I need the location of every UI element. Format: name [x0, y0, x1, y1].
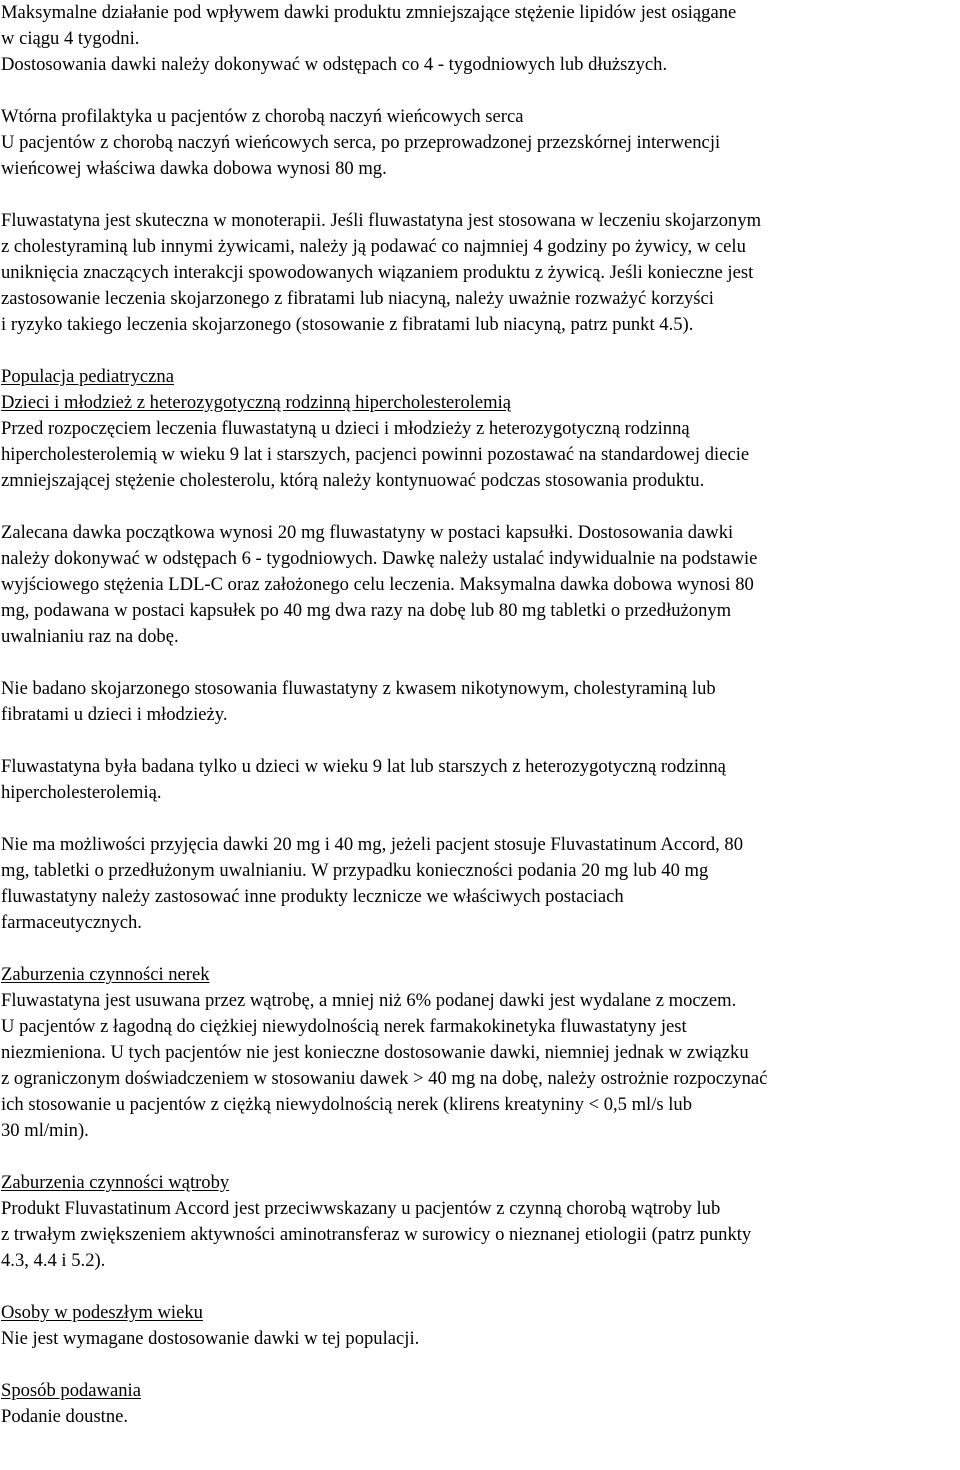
section-pediatric [1, 364, 959, 494]
section-subheading: Dzieci i młodzież z heterozygotyczną rodzinną hipercholesterolemią [1, 392, 512, 413]
paragraph-secondary-prevention [1, 104, 959, 182]
paragraph-monotherapy [1, 208, 959, 338]
paragraph-dose-effect [1, 0, 959, 78]
text-line: z cholestyraminą lub innymi żywicami, należy ją podawać co najmniej 4 godziny po żywicy, w celu [1, 236, 746, 257]
text-line: z trwałym zwiększeniem aktywności aminotransferaz w surowicy o nieznanej etiologii (patrz punkty [1, 1224, 752, 1245]
text-line: fluwastatyny należy zastosować inne produkty lecznicze we właściwych postaciach [1, 886, 624, 907]
paragraph-studied-population [1, 754, 959, 806]
section-heading: Zaburzenia czynności wątroby [1, 1172, 230, 1193]
text-line: Fluwastatyna była badana tylko u dzieci w wieku 9 lat lub starszych z heterozygotyczną rodzinną [1, 756, 726, 777]
section-hepatic-impairment [1, 1170, 959, 1274]
text-line: należy dokonywać w odstępach 6 - tygodniowych. Dawkę należy ustalać indywidualnie na podstawie [1, 548, 758, 569]
text-line: U pacjentów z chorobą naczyń wieńcowych serca, po przeprowadzonej przezskórnej interwencji [1, 132, 721, 153]
section-renal-impairment [1, 962, 959, 1144]
text-line: Produkt Fluvastatinum Accord jest przeciwwskazany u pacjentów z czynną chorobą wątroby lub [1, 1198, 721, 1219]
document-page [1, 0, 959, 1430]
text-line: Zalecana dawka początkowa wynosi 20 mg fluwastatyny w postaci kapsułki. Dostosowania dawki [1, 522, 734, 543]
text-line: niezmieniona. U tych pacjentów nie jest konieczne dostosowanie dawki, niemniej jednak w związku [1, 1042, 749, 1063]
text-line: Nie ma możliwości przyjęcia dawki 20 mg i 40 mg, jeżeli pacjent stosuje Fluvastatinum Accord, 80 [1, 834, 744, 855]
text-line: Wtórna profilaktyka u pacjentów z chorobą naczyń wieńcowych serca [1, 106, 524, 127]
text-line: U pacjentów z łagodną do ciężkiej niewydolnością nerek farmakokinetyka fluwastatyny jest [1, 1016, 687, 1037]
text-line: w ciągu 4 tygodni. [1, 28, 140, 49]
text-line: Fluwastatyna jest usuwana przez wątrobę, a mniej niż 6% podanej dawki jest wydalane z moczem. [1, 990, 737, 1011]
text-line: zastosowanie leczenia skojarzonego z fibratami lub niacyną, należy uważnie rozważyć korzyści [1, 288, 714, 309]
section-elderly [1, 1300, 959, 1352]
text-line: Podanie doustne. [1, 1406, 129, 1427]
text-line: mg, podawana w postaci kapsułek po 40 mg dwa razy na dobę lub 80 mg tabletki o przedłużonym [1, 600, 732, 621]
text-line: Fluwastatyna jest skuteczna w monoterapii. Jeśli fluwastatyna jest stosowana w leczeniu skojarzonym [1, 210, 762, 231]
text-line: uniknięcia znaczących interakcji spowodowanych wiązaniem produktu z żywicą. Jeśli konieczne jest [1, 262, 754, 283]
text-line: i ryzyko takiego leczenia skojarzonego (stosowanie z fibratami lub niacyną, patrz punkt 4.5). [1, 314, 694, 335]
text-line: Maksymalne działanie pod wpływem dawki produktu zmniejszające stężenie lipidów jest osiągane [1, 2, 737, 23]
text-line: 4.3, 4.4 i 5.2). [1, 1250, 106, 1271]
text-line: Przed rozpoczęciem leczenia fluwastatyną u dzieci i młodzieży z heterozygotyczną rodzinną [1, 418, 690, 439]
text-line: uwalnianiu raz na dobę. [1, 626, 179, 647]
text-line: Nie badano skojarzonego stosowania fluwastatyny z kwasem nikotynowym, cholestyraminą lub [1, 678, 716, 699]
section-heading: Populacja pediatryczna [1, 366, 174, 387]
paragraph-pediatric-dose [1, 520, 959, 650]
paragraph-dose-options [1, 832, 959, 936]
paragraph-not-studied [1, 676, 959, 728]
section-heading: Osoby w podeszłym wieku [1, 1302, 203, 1323]
section-administration [1, 1378, 959, 1430]
text-line: farmaceutycznych. [1, 912, 142, 933]
text-line: Nie jest wymagane dostosowanie dawki w tej populacji. [1, 1328, 420, 1349]
text-line: zmniejszającej stężenie cholesterolu, którą należy kontynuować podczas stosowania produktu. [1, 470, 705, 491]
text-line: z ograniczonym doświadczeniem w stosowaniu dawek > 40 mg na dobę, należy ostrożnie rozpoczynać [1, 1068, 768, 1089]
text-line: hipercholesterolemią w wieku 9 lat i starszych, pacjenci powinni pozostawać na standardowej diecie [1, 444, 750, 465]
text-line: wieńcowej właściwa dawka dobowa wynosi 80 mg. [1, 158, 387, 179]
text-line: fibratami u dzieci i młodzieży. [1, 704, 228, 725]
section-heading: Zaburzenia czynności nerek [1, 964, 210, 985]
text-line: Dostosowania dawki należy dokonywać w odstępach co 4 - tygodniowych lub dłuższych. [1, 54, 668, 75]
text-line: 30 ml/min). [1, 1120, 89, 1141]
text-line: hipercholesterolemią. [1, 782, 162, 803]
text-line: ich stosowanie u pacjentów z ciężką niewydolnością nerek (klirens kreatyniny < 0,5 ml/s lub [1, 1094, 693, 1115]
text-line: wyjściowego stężenia LDL-C oraz założonego celu leczenia. Maksymalna dawka dobowa wynosi 80 [1, 574, 754, 595]
section-heading: Sposób podawania [1, 1380, 141, 1401]
text-line: mg, tabletki o przedłużonym uwalnianiu. W przypadku konieczności podania 20 mg lub 40 mg [1, 860, 709, 881]
